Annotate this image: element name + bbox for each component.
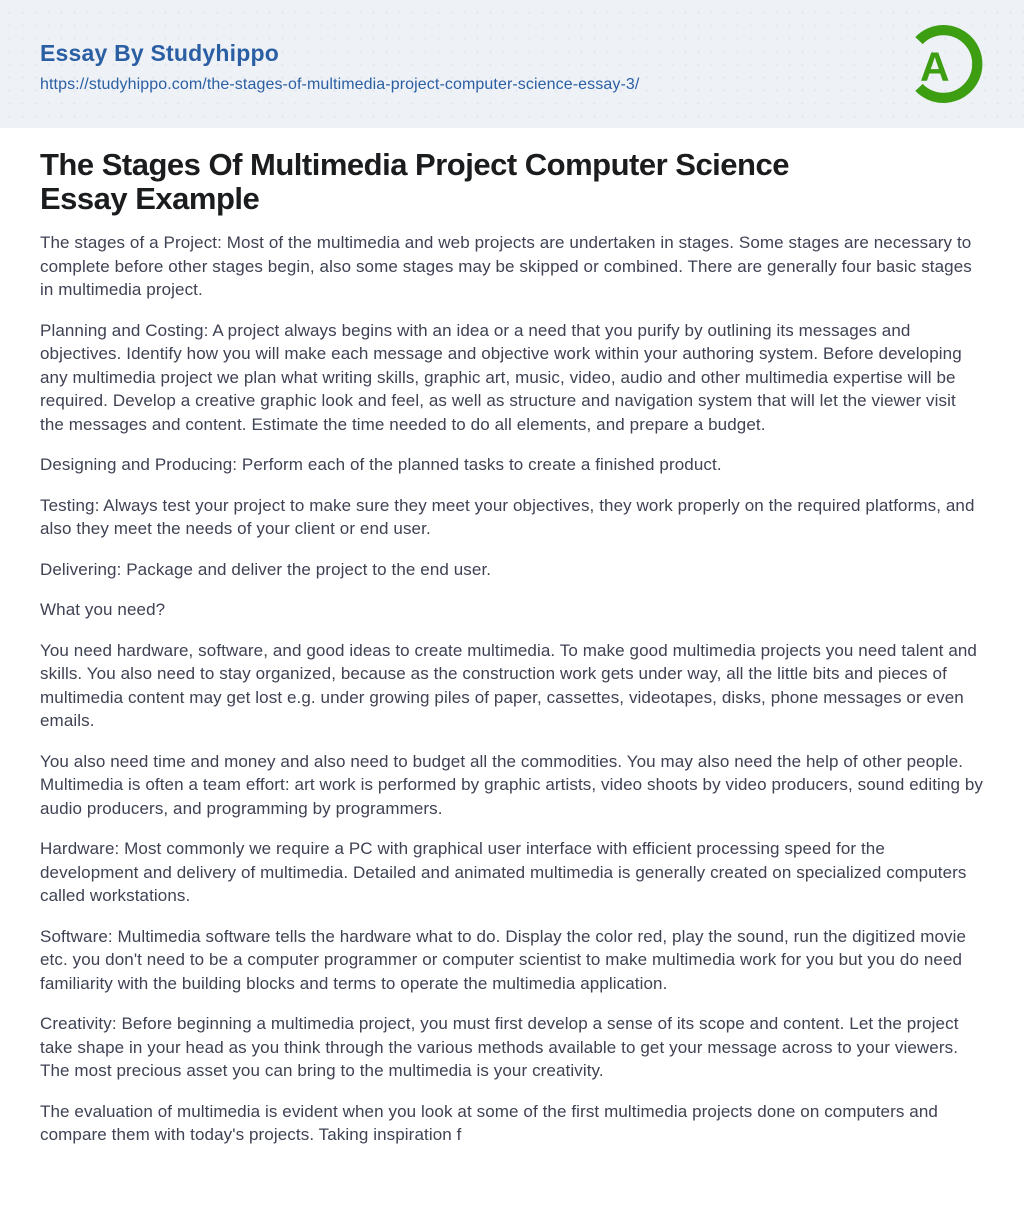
essay-paragraph: What you need?: [40, 600, 166, 619]
essay-paragraph: Designing and Producing: Perform each of the planned tasks to create a finished product.: [40, 455, 722, 474]
page-header: [0, 0, 1024, 128]
essay-paragraph: Testing: Always test your project to make sure they meet your objectives, they work properly on the required platforms, and also they meet the needs of your client or end user.: [40, 495, 975, 538]
essay-paragraph: The stages of a Project: Most of the multimedia and web projects are undertaken in stages. Some stages are necessary to complete before other stages begin, also some stages may be skipped or combined. There are generally four basic stages in multimedia project.: [40, 233, 972, 299]
essay-paragraph: Planning and Costing: A project always begins with an idea or a need that you purify by outlining its messages and objectives. Identify how you will make each message and objective work within your authoring system. Before developing any multimedia project we plan what writing skills, graphic art, music, video, audio and other multimedia expertise will be required. Develop a creative graphic look and feel, as well as structure and navigation system that will let the viewer visit the messages and content. Estimate the time needed to do all elements, and prepare a budget.: [40, 320, 962, 434]
essay-body: [40, 231, 984, 1147]
essay-paragraph: You need hardware, software, and good ideas to create multimedia. To make good multimedia projects you need talent and skills. You also need to stay organized, because as the construction work gets under way, all the little bits and pieces of multimedia content may get lost e.g. under growing piles of paper, cassettes, videotapes, disks, phone messages or even emails.: [40, 640, 977, 730]
header-text-block: [40, 34, 639, 94]
essay-paragraph: Hardware: Most commonly we require a PC with graphical user interface with efficient processing speed for the development and delivery of multimedia. Detailed and animated multimedia is generally created on specialized computers called workstations.: [40, 839, 967, 905]
logo-a-letter: A: [919, 43, 950, 90]
essay-paragraph: The evaluation of multimedia is evident when you look at some of the first multimedia projects done on computers and compare them with today's projects. Taking inspiration f: [40, 1101, 938, 1144]
essay-paragraph: Delivering: Package and deliver the project to the end user.: [40, 559, 492, 579]
essay-paragraph: Software: Multimedia software tells the hardware what to do. Display the color red, play the sound, run the digitized movie etc. you don't need to be a computer programmer or computer scientist to make multimedia work for you but you do need familiarity with the building blocks and terms to operate the multimedia application.: [40, 926, 967, 993]
site-title: Essay By Studyhippo: [40, 40, 279, 66]
essay-title: The Stages Of Multimedia Project Computer Science Essay Example: [40, 147, 789, 216]
essay-paragraph: Creativity: Before beginning a multimedia project, you must first develop a sense of its scope and content. Let the project take shape in your head as you think through the various methods available to get your message across to your viewers. The most precious asset you can bring to the multimedia is your creativity.: [40, 1014, 959, 1080]
essay-article: [0, 128, 1024, 1147]
studyhippo-logo-icon: [902, 23, 984, 105]
essay-url-link[interactable]: https://studyhippo.com/the-stages-of-multimedia-project-computer-science-essay-3/: [40, 76, 640, 93]
essay-paragraph: You also need time and money and also need to budget all the commodities. You may also need the help of other people. Multimedia is often a team effort: art work is performed by graphic artists, video shoots by video producers, sound editing by audio producers, and programming by programmers.: [40, 751, 984, 818]
